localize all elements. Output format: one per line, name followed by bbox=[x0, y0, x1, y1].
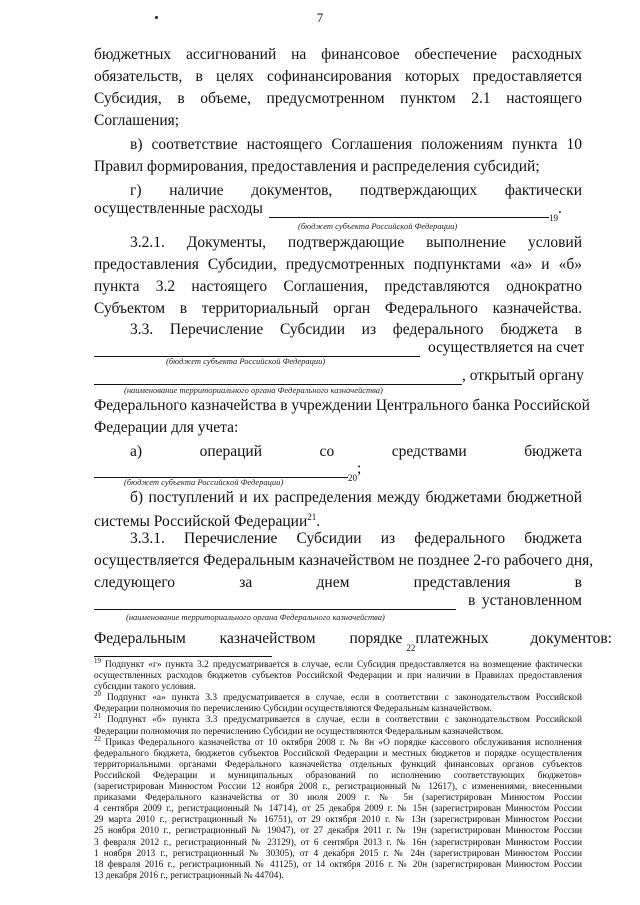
footnote-line: 1 ноября 2013 г., регистрационный № 30305), от 4 декабря 2015 г. № 24н (зарегистрирован Минюстом России bbox=[94, 848, 582, 859]
footnote-line: 13 декабря 2016 г., регистрационный № 44704). bbox=[94, 870, 284, 881]
footnote-line: $^{22}$ Приказ Федерального казначейства от 10 октября 2008 г. № 8н «О порядке кассового обслуживания исполнения bbox=[94, 734, 582, 748]
footnote-19 bbox=[94, 656, 582, 693]
blank-budget bbox=[269, 201, 549, 218]
text-line: бюджетных ассигнований на финансовое обеспечение расходных bbox=[94, 46, 582, 63]
text-line: следующего за днем представления в bbox=[94, 574, 582, 591]
text-line: а) операций со средствами бюджета bbox=[130, 443, 582, 460]
footnote-line: 25 ноября 2010 г., регистрационный № 19047), от 27 декабря 2011 г. № 19н (зарегистрирован Минюстом России bbox=[94, 826, 582, 837]
operations-line: 20 ; bbox=[94, 456, 582, 478]
page-number: 7 bbox=[316, 10, 324, 25]
text-line: Федерального казначейства в учреждении Центрального банка Российской bbox=[94, 397, 590, 414]
blank-caption: (наименование территориального органа Федерального казначейства) bbox=[126, 612, 385, 622]
text-line: Субсидия, в объеме, предусмотренном пунктом 2.1 настоящего bbox=[94, 90, 582, 107]
text-line: осуществляется Федеральным казначейством не позднее 2-го рабочего дня, bbox=[94, 552, 594, 569]
blank-caption: (бюджет субъекта Российской Федерации) bbox=[124, 477, 284, 487]
footnote-line: Федерации полномочия по перечислению Субсидии осуществляются Федеральным казначейством. bbox=[94, 704, 492, 715]
expenses-line: осуществленные расходы 19 . bbox=[94, 200, 562, 223]
blank-caption: (бюджет субъекта Российской Федерации) bbox=[298, 221, 458, 231]
text-fragment: Федеральным казначейством порядке bbox=[94, 630, 403, 647]
text-line: б) поступлений и их распределения между бюджетами бюджетной bbox=[130, 489, 582, 506]
blank-budget bbox=[94, 461, 348, 478]
blank-treasury-organ bbox=[94, 368, 462, 385]
paragraph-3-2-1 bbox=[94, 232, 582, 320]
footnote-line: Российской Федерации и муниципальных образований по исполнению соответствующих бюджетов» bbox=[94, 770, 582, 781]
footnotes bbox=[94, 656, 582, 882]
text-line: предоставления Субсидии, предусмотренных подпунктами «а» и «б» bbox=[94, 256, 582, 273]
footnote-21 bbox=[94, 712, 582, 737]
footnote-line: 4 сентября 2009 г., регистрационный № 14714), от 25 декабря 2009 г. № 15н (зарегистрирован Минюстом России bbox=[94, 804, 582, 815]
blank-budget bbox=[94, 340, 420, 357]
paragraph-continuation bbox=[94, 44, 582, 202]
blank-caption: (бюджет субъекта Российской Федерации) bbox=[166, 356, 326, 366]
footnote-line: 3 февраля 2012 г., регистрационный № 23129), от 6 сентября 2013 г. № 16н (зарегистрирован Минюстом России bbox=[94, 837, 582, 848]
paragraph-3-3-cont bbox=[94, 395, 590, 463]
footnote-line: приказами Федерального казначейства от 30 июля 2009 г. № 5н (зарегистрирован Минюстом России bbox=[94, 793, 582, 804]
footnote-line: 29 марта 2010 г., регистрационный № 16751), от 29 октября 2010 г. № 13н (зарегистрирован Минюстом России bbox=[94, 815, 582, 826]
text-fragment: системы Российской Федерации bbox=[94, 513, 308, 530]
text-line: ; bbox=[357, 460, 362, 477]
established-line bbox=[94, 588, 582, 610]
text-fragment: платежных документов: bbox=[415, 630, 612, 647]
text-line: осуществляется на счет bbox=[428, 339, 585, 356]
text-line: , открытый органу bbox=[462, 367, 584, 384]
text-line: в) соответствие настоящего Соглашения положениям пункта 10 bbox=[130, 136, 582, 153]
footnote-ref: 21 bbox=[307, 511, 317, 522]
footnote-line: Федерации полномочия по перечислению Субсидии не осуществляются Федеральным казначейством. bbox=[94, 726, 504, 737]
text-line: 3.3. Перечисление Субсидии из федерального бюджета в bbox=[130, 321, 582, 338]
text-line: Правил формирования, предоставления и распределения субсидий; bbox=[94, 158, 540, 175]
text-line: г) наличие документов, подтверждающих фактически bbox=[130, 182, 582, 199]
payment-docs-line: Федеральным казначейством порядке 22 платежных документов: bbox=[94, 630, 612, 653]
text-line: . bbox=[557, 200, 562, 217]
footnote-line: (зарегистрирован Минюстом России 12 ноября 2008 г., регистрационный № 12617), с изменениями, внесенными bbox=[94, 782, 582, 793]
text-line: 3.3.1. Перечисление Субсидии из федерального бюджета bbox=[130, 530, 582, 547]
treasury-line bbox=[94, 363, 582, 385]
text-line: пункта 3.2 настоящего Соглашения, представляются однократно bbox=[94, 278, 582, 295]
text-line: 3.2.1. Документы, подтверждающие выполнение условий bbox=[130, 234, 582, 251]
text-fragment: . bbox=[316, 513, 321, 530]
account-line bbox=[94, 335, 585, 357]
text-line: обязательств, в целях софинансирования которых предоставляется bbox=[94, 68, 582, 85]
blank-treasury-organ bbox=[94, 593, 456, 610]
footnote-line: территориальными органами Федерального казначейства отдельных функций финансовых органов субъектов bbox=[94, 759, 582, 770]
text-line: Субъектом в территориальный орган Федерального казначейства. bbox=[94, 300, 582, 317]
footnote-line: $^{19}$ Подпункт «г» пункта 3.2 предусматривается в случае, если Субсидия предоставляется на возмещение фактически bbox=[94, 656, 582, 670]
text-line: осуществленные расходы bbox=[94, 200, 263, 217]
footnote-line: субсидии такого условия. bbox=[94, 682, 196, 693]
footnote-20 bbox=[94, 690, 582, 715]
paragraph-b bbox=[94, 487, 582, 533]
text-line: Соглашения; bbox=[94, 112, 180, 129]
footnote-line: $^{21}$ Подпункт «б» пункта 3.3 предусматривается в случае, если в соответствии с законодательством Российской bbox=[94, 712, 582, 726]
footnote-line: $^{20}$ Подпункт «а» пункта 3.3 предусматривается в случае, если в соответствии с законодательством Российской bbox=[94, 690, 582, 704]
footnote-line: 18 февраля 2016 г., регистрационный № 41125), от 14 октября 2016 г. № 20н (зарегистрирован Минюстом России bbox=[94, 859, 582, 870]
footnote-line: осуществленных расходов бюджетов субъектов Российской Федерации и при наличии в Правилах предоставления bbox=[94, 671, 582, 682]
footnote-separator bbox=[94, 656, 272, 657]
footnote-22 bbox=[94, 734, 582, 882]
text-line: Федерации для учета: bbox=[94, 419, 239, 436]
paragraph-3-3-1 bbox=[94, 528, 594, 594]
text-line bbox=[94, 630, 406, 648]
footnote-line: федерального бюджета, бюджетов субъектов Российской Федерации и местных бюджетов и порядке осуществления bbox=[94, 748, 582, 759]
text-line: в установленном bbox=[468, 592, 582, 609]
blank-caption: (наименование территориального органа Федерального казначейства) bbox=[124, 385, 383, 395]
